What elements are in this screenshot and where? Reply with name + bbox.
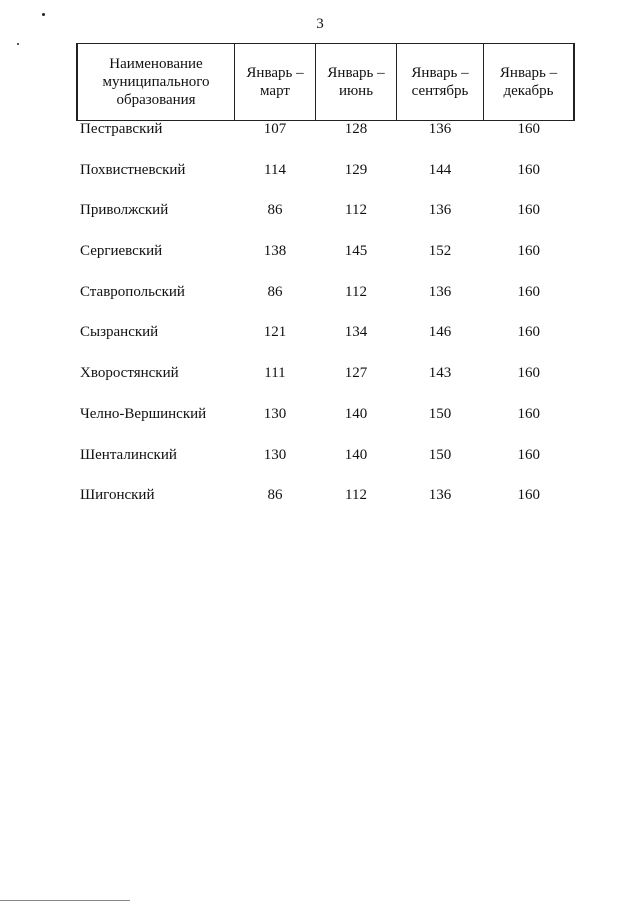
scan-speck [17, 43, 19, 45]
value-jan-dec: 160 [517, 405, 540, 422]
value-jan-sep: 136 [428, 283, 452, 300]
municipality-name: Сергиевский [80, 243, 163, 260]
value-jan-mar: 130 [263, 446, 287, 463]
value-jan-mar: 86 [267, 202, 283, 219]
header-jan-dec: Январь – декабрь [484, 44, 575, 121]
value-jan-sep: 136 [428, 202, 452, 219]
table-row [77, 121, 574, 162]
value-jan-dec: 160 [517, 446, 540, 463]
header-municipality: Наименование муниципального образования [77, 44, 235, 121]
value-jan-dec: 160 [517, 487, 540, 504]
value-jan-jun: 140 [344, 405, 368, 422]
value-jan-sep: 150 [428, 446, 452, 463]
value-jan-sep: 144 [428, 161, 452, 178]
value-jan-mar: 138 [263, 243, 287, 260]
municipality-name: Пестравский [80, 121, 163, 137]
table-row [77, 447, 574, 488]
value-jan-dec: 160 [517, 121, 540, 137]
header-jan-sep: Январь – сентябрь [397, 44, 484, 121]
header-jan-jun: Январь – июнь [316, 44, 397, 121]
value-jan-mar: 107 [263, 121, 287, 137]
municipality-name: Шенталинский [80, 446, 177, 463]
municipality-name: Ставропольский [80, 283, 185, 300]
value-jan-jun: 134 [344, 324, 368, 341]
table-row [77, 365, 574, 406]
municipality-name: Сызранский [80, 324, 159, 341]
value-jan-jun: 112 [345, 202, 367, 219]
municipality-name: Челно-Вершинский [80, 405, 207, 422]
table-row [77, 406, 574, 447]
table-row [77, 162, 574, 203]
value-jan-dec: 160 [517, 324, 540, 341]
value-jan-jun: 140 [344, 446, 368, 463]
value-jan-sep: 152 [428, 243, 452, 260]
value-jan-jun: 145 [344, 243, 368, 260]
value-jan-dec: 160 [517, 283, 540, 300]
header-jan-mar: Январь – март [235, 44, 316, 121]
value-jan-jun: 127 [344, 365, 368, 382]
value-jan-mar: 121 [263, 324, 287, 341]
value-jan-dec: 160 [517, 365, 540, 382]
footer-rule [0, 900, 130, 901]
value-jan-dec: 160 [517, 161, 540, 178]
value-jan-sep: 150 [428, 405, 452, 422]
municipality-name: Похвистневский [80, 161, 186, 178]
table-row [77, 284, 574, 325]
value-jan-mar: 86 [267, 283, 283, 300]
value-jan-sep: 136 [428, 487, 452, 504]
page-number: 3 [316, 16, 324, 32]
municipality-name: Шигонский [80, 487, 155, 504]
value-jan-sep: 136 [428, 121, 452, 137]
value-jan-jun: 112 [345, 487, 367, 504]
scan-speck [42, 13, 45, 16]
value-jan-sep: 146 [428, 324, 452, 341]
value-jan-jun: 112 [345, 283, 367, 300]
table-row [77, 487, 574, 528]
table-row [77, 243, 574, 284]
value-jan-jun: 129 [344, 161, 368, 178]
value-jan-dec: 160 [517, 243, 540, 260]
table-header-row [77, 44, 574, 121]
value-jan-mar: 86 [267, 487, 283, 504]
table-row [77, 324, 574, 365]
value-jan-dec: 160 [517, 202, 540, 219]
municipality-name: Приволжский [80, 202, 169, 219]
data-table [76, 43, 575, 528]
value-jan-jun: 128 [344, 121, 368, 137]
municipality-name: Хворостянский [80, 365, 179, 382]
table-row [77, 202, 574, 243]
value-jan-mar: 111 [264, 365, 286, 382]
value-jan-sep: 143 [428, 365, 452, 382]
value-jan-mar: 114 [264, 161, 286, 178]
value-jan-mar: 130 [263, 405, 287, 422]
